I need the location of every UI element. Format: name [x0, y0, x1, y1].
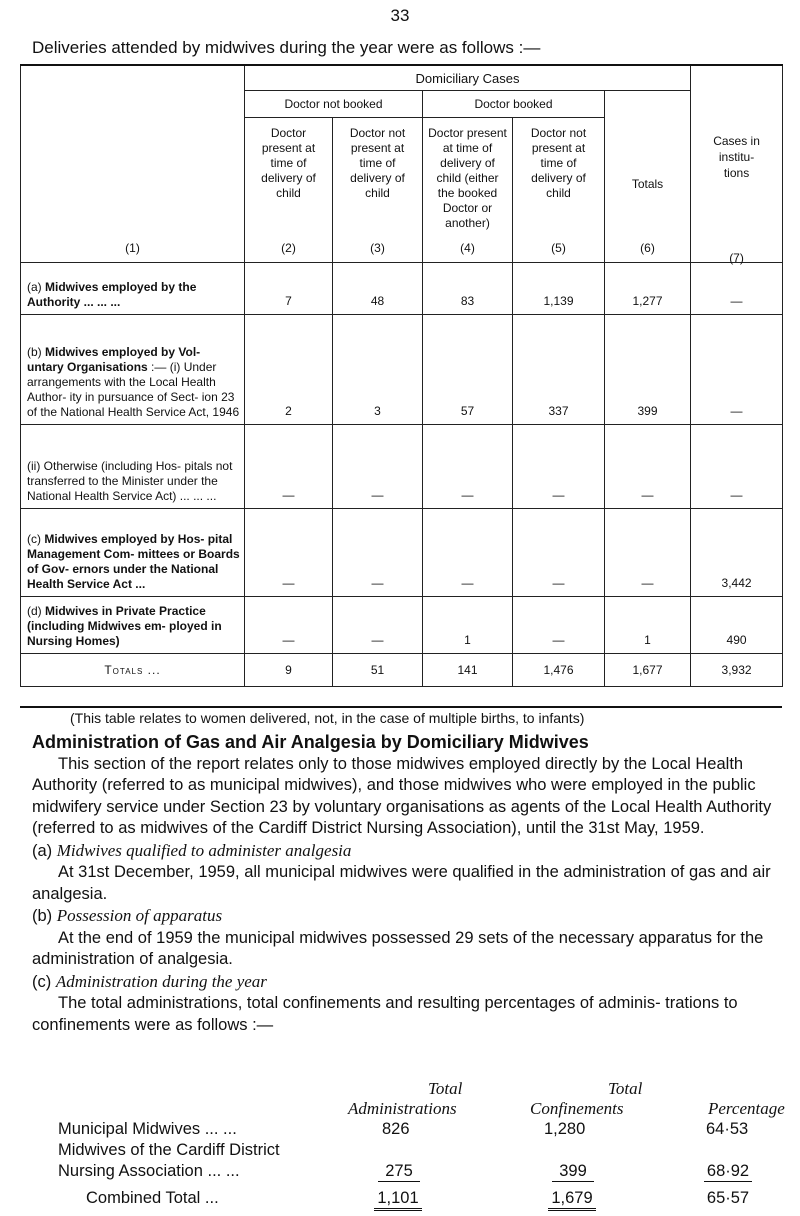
table-cell: —	[333, 597, 423, 654]
calc-col1-top: Total	[428, 1079, 463, 1098]
calc-col1-bottom: Administrations	[348, 1099, 457, 1118]
totals-row	[21, 654, 783, 687]
col-header-1: (1)	[21, 65, 245, 263]
table-cell: 3	[333, 315, 423, 425]
col-header-7: Cases in institu- tions (7)	[691, 65, 783, 263]
subsection-c-title: (c) Administration during the year	[32, 971, 267, 991]
calc-cell: 826	[382, 1120, 410, 1138]
col-header-6: Totals (6)	[605, 91, 691, 263]
calc-row-label: Nursing Association ... ...	[58, 1162, 240, 1180]
table-cell: —	[423, 425, 513, 509]
table-cell: 1,677	[605, 654, 691, 687]
table-cell: —	[333, 509, 423, 597]
doctor-not-booked-header: Doctor not booked	[245, 91, 423, 118]
analgesia-table	[58, 1079, 785, 1189]
table-cell: 1	[605, 597, 691, 654]
col-header-3: Doctor not present at time of delivery of child (3)	[333, 118, 423, 263]
calc-col2-bottom: Confinements	[530, 1099, 624, 1118]
table-cell: —	[513, 509, 605, 597]
intro-text: Deliveries attended by midwives during the year were as follows :—	[32, 38, 541, 57]
col-header-5: Doctor not present at time of delivery of child (5)	[513, 118, 605, 263]
table-cell: —	[423, 509, 513, 597]
row-label: (b) Midwives employed by Vol- untary Organisations :— (i) Under arrangements with the Local Health Author- ity in pursuance of Sect- ion 23 of the National Health Service Act, 1946	[21, 315, 245, 425]
calc-col3: Percentage	[708, 1099, 785, 1118]
table-cell: —	[691, 315, 783, 425]
table-cell: 337	[513, 315, 605, 425]
calc-row-label: Combined Total ...	[86, 1189, 219, 1207]
table-note: (This table relates to women delivered, not, in the case of multiple births, to infants)	[70, 710, 585, 726]
paragraph: This section of the report relates only to those midwives employed directly by the Local Health Authority (referred to as municipal midwives), and those midwives who were employed in the public midwifery service under Section 23 by voluntary organisations as agents of the Local Health Authority (referred to as midwives of the Cardiff District Nursing Association), until the 31st May, 1959.	[32, 754, 772, 837]
table-cell: —	[691, 425, 783, 509]
page-number: 33	[390, 6, 410, 25]
col-header-4: Doctor present at time of delivery of child (either the booked Doctor or another) (4)	[423, 118, 513, 263]
table-cell: 3,442	[691, 509, 783, 597]
table-cell: 490	[691, 597, 783, 654]
section-body	[32, 732, 778, 1036]
table-cell: 7	[245, 263, 333, 315]
calc-cell: 1,101	[374, 1189, 422, 1211]
table-cell: —	[245, 597, 333, 654]
table-cell: —	[691, 263, 783, 315]
table-cell: 48	[333, 263, 423, 315]
table-cell: 1	[423, 597, 513, 654]
table-row	[21, 509, 783, 597]
table-cell: 1,476	[513, 654, 605, 687]
table-cell: 141	[423, 654, 513, 687]
table-row	[21, 597, 783, 654]
table-row	[21, 425, 783, 509]
table-cell: —	[245, 509, 333, 597]
calc-cell: 275	[378, 1162, 420, 1182]
table-row	[21, 263, 783, 315]
section-heading: Administration of Gas and Air Analgesia by Domiciliary Midwives	[32, 732, 589, 752]
subsection-a-title: (a) Midwives qualified to administer analgesia	[32, 840, 352, 860]
calc-cell: 64·53	[706, 1120, 749, 1138]
table-bottom-rule	[20, 706, 782, 708]
table-cell: 51	[333, 654, 423, 687]
subsection-b-title: (b) Possession of apparatus	[32, 906, 223, 925]
table-cell: —	[245, 425, 333, 509]
table-cell: —	[513, 597, 605, 654]
table-cell: 1,277	[605, 263, 691, 315]
paragraph: At the end of 1959 the municipal midwives possessed 29 sets of the necessary apparatus for the administration of analgesia.	[32, 928, 764, 968]
doctor-booked-header: Doctor booked	[423, 91, 605, 118]
table-cell: —	[605, 509, 691, 597]
table-cell: 3,932	[691, 654, 783, 687]
domiciliary-header: Domiciliary Cases	[245, 65, 691, 91]
table-cell: —	[513, 425, 605, 509]
calc-cell: 68·92	[704, 1162, 752, 1182]
row-label: (a) Midwives employed by the Authority ... ... ...	[21, 263, 245, 315]
table-cell: 57	[423, 315, 513, 425]
totals-label: Totals ...	[21, 654, 245, 687]
calc-col2-top: Total	[608, 1079, 643, 1098]
calc-cell: 65·57	[706, 1189, 750, 1207]
table-cell: 2	[245, 315, 333, 425]
calc-cell: 399	[552, 1162, 594, 1182]
calc-cell: 1,679	[548, 1189, 596, 1211]
paragraph: At 31st December, 1959, all municipal midwives were qualified in the administration of gas and air analgesia.	[32, 863, 771, 903]
row-label: (d) Midwives in Private Practice (including Midwives em- ployed in Nursing Homes)	[21, 597, 245, 654]
calc-row-label: Municipal Midwives ... ...	[58, 1120, 237, 1138]
calc-row-label: Midwives of the Cardiff District	[58, 1141, 280, 1159]
row-label: (ii) Otherwise (including Hos- pitals not transferred to the Minister under the National Health Service Act) ... ... ...	[21, 425, 245, 509]
table-cell: 9	[245, 654, 333, 687]
table-cell: 399	[605, 315, 691, 425]
calc-cell: 1,280	[544, 1120, 586, 1138]
paragraph: The total administrations, total confinements and resulting percentages of adminis- trations to confinements were as follows :—	[32, 994, 738, 1034]
table-cell: —	[605, 425, 691, 509]
table-row	[21, 315, 783, 425]
row-label: (c) Midwives employed by Hos- pital Management Com- mittees or Boards of Gov- ernors under the National Health Service Act ...	[21, 509, 245, 597]
table-cell: 1,139	[513, 263, 605, 315]
col-header-2: Doctor present at time of delivery of child (2)	[245, 118, 333, 263]
deliveries-table	[20, 64, 783, 687]
table-cell: —	[333, 425, 423, 509]
table-cell: 83	[423, 263, 513, 315]
combined-total-row	[58, 1189, 778, 1213]
